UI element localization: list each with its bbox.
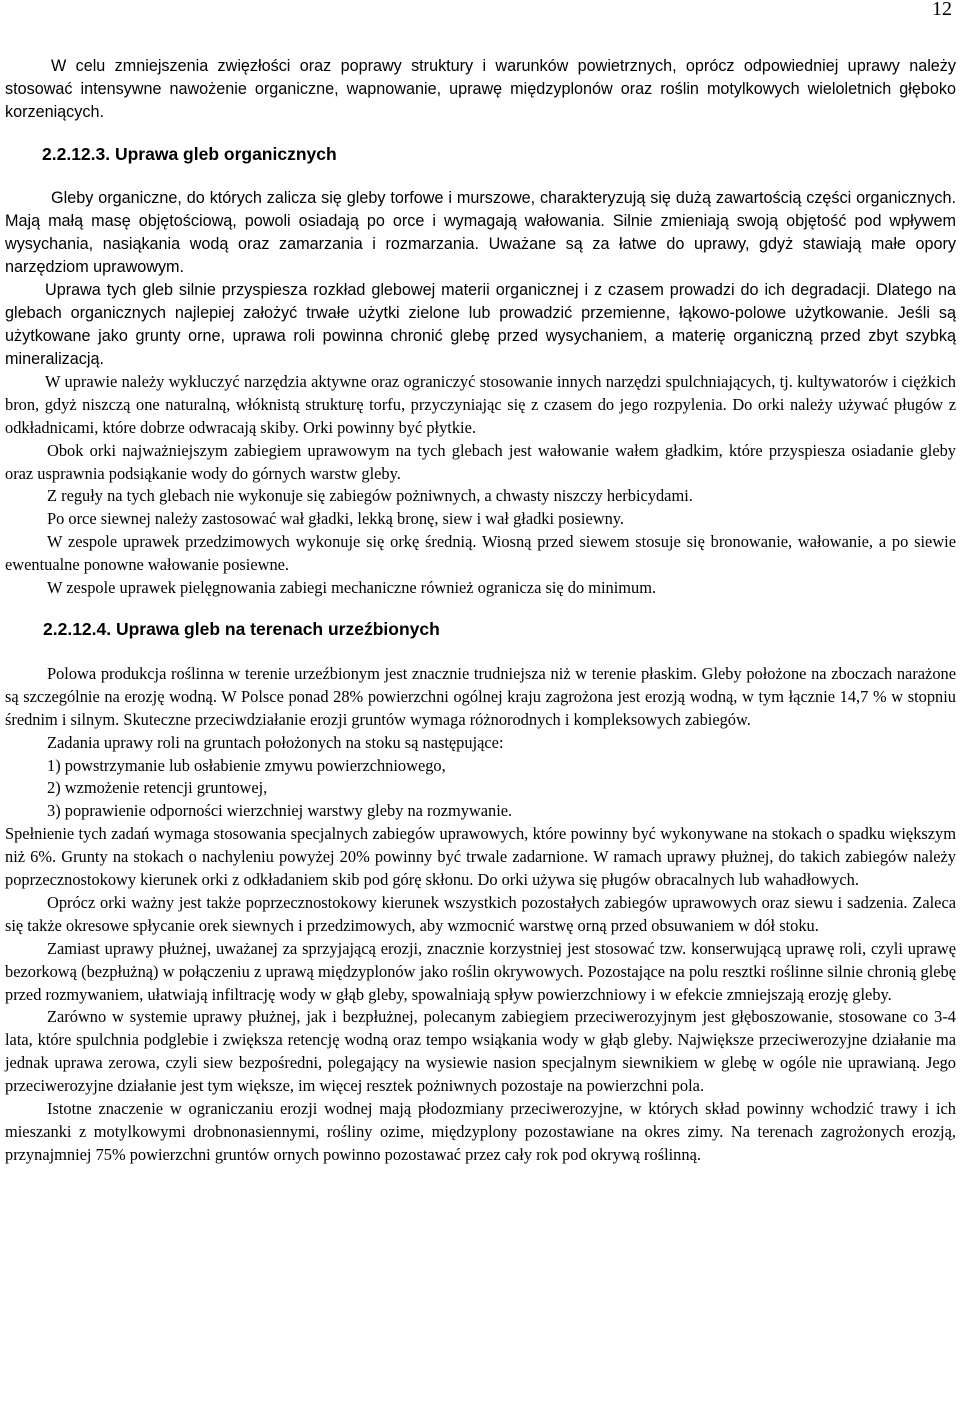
paragraph: Polowa produkcja roślinna w terenie urzeźbionym jest znacznie trudniejsza niż w terenie płaskim. Gleby położone na zboczach narażone są szczególnie na erozję wodną. W Polsce ponad 28% powierzchni ogólnej kraju zagrożona jest erozją wodną, w tym łącznie 14,7 % w stopniu średnim i silnym. Skuteczne przeciwdziałanie erozji gruntów wymaga różnorodnych i kompleksowych zabiegów. xyxy=(5,663,956,729)
paragraph: Istotne znaczenie w ograniczaniu erozji wodnej mają płodozmiany przeciwerozyjne, w których skład powinny wchodzić trawy i ich mieszanki z motylkowymi drobnonasiennymi, rośliny ozime, międzyplony pozostawiane na okres zimy. Na terenach zagrożonych erozją, przynajmniej 75% powierzchni gruntów ornych powinno pozostawać przez cały rok pod okrywą roślinną. xyxy=(5,1099,956,1164)
paragraph: Po orce siewnej należy zastosować wał gładki, lekką bronę, siew i wał gładki posiewny. xyxy=(47,509,624,529)
section-heading-organic-soils: 2.2.12.3. Uprawa gleb organicznych xyxy=(42,144,337,164)
paragraph: W zespole uprawek przedzimowych wykonuje się orkę średnią. Wiosną przed siewem stosuje się bronowanie, wałowanie, a po siewie ewentualne ponowne wałowanie posiewne. xyxy=(5,532,956,575)
paragraph: Oprócz orki ważny jest także poprzecznostokowy kierunek wszystkich pozostałych zabiegów uprawowych oraz siewu i sadzenia. Zaleca się także okresowe spłycanie orek siewnych i przedzimowych, aby wzmocnić warstwę orną przed obsuwaniem w dół stoku. xyxy=(5,892,956,935)
paragraph: Obok orki najważniejszym zabiegiem uprawowym na tych glebach jest wałowanie wałem gładkim, które przyspiesza osiadanie gleby oraz usprawnia podsiąkanie wody do górnych warstw gleby. xyxy=(5,440,956,483)
paragraph: Uprawa tych gleb silnie przyspiesza rozkład glebowej materii organicznej i z czasem prowadzi do ich degradacji. Dlatego na glebach organicznych najlepiej założyć trwałe użytki zielone lub prowadzić przemienne, łąkowo-polowe użytkowanie. Jeśli są użytkowane jako grunty orne, uprawa roli powinna chronić glebę przed wysychaniem, a materię organiczną przed zbyt szybką mineralizacją. xyxy=(5,280,956,368)
page-content xyxy=(5,55,956,1167)
page-number: 12 xyxy=(932,0,952,20)
list-item: 1) powstrzymanie lub osłabienie zmywu powierzchniowego, xyxy=(47,755,446,775)
list-item: 3) poprawienie odporności wierzchniej warstwy gleby na rozmywanie. xyxy=(47,801,513,821)
paragraph: Z reguły na tych glebach nie wykonuje się zabiegów pożniwnych, a chwasty niszczy herbicydami. xyxy=(47,486,693,506)
list-item: 2) wzmożenie retencji gruntowej, xyxy=(47,778,268,798)
paragraph: Gleby organiczne, do których zalicza się gleby torfowe i murszowe, charakteryzują się dużą zawartością części organicznych. Mają małą masę objętościową, powoli osiadają po orce i wymagają wałowania. Silnie zmieniają swoją objętość pod wpływem wysychania, nasiąkania wodą oraz zamarzania i rozmarzania. Uważane są za łatwe do uprawy, gdyż stawiają małe opory narzędziom uprawowym. xyxy=(5,188,956,276)
paragraph: Zamiast uprawy płużnej, uważanej za sprzyjającą erozji, znacznie korzystniej jest stosować tzw. konserwującą uprawę roli, czyli uprawę bezorkową (bezpłużną) w połączeniu z uprawą międzyplonów jako roślin okrywowych. Pozostające na polu resztki roślinne silnie chronią glebę przed rozmywaniem, ułatwiają infiltrację wody w głąb gleby, spowalniają spływ powierzchniowy i w efekcie zmniejszają erozję gleby. xyxy=(5,938,956,1004)
paragraph: Spełnienie tych zadań wymaga stosowania specjalnych zabiegów uprawowych, które powinny być wykonywane na stokach o spadku większym niż 6%. Grunty na stokach o nachyleniu powyżej 20% powinny być trwale zadarnione. W ramach uprawy płużnej, do takich zabiegów należy poprzecznostokowy kierunek orki z odkładaniem skib pod górę skłonu. Do orki używa się pługów obracalnych lub wahadłowych. xyxy=(5,824,956,890)
paragraph: W zespole uprawek pielęgnowania zabiegi mechaniczne również ogranicza się do minimum. xyxy=(47,578,657,598)
section-heading-sloped-terrain: 2.2.12.4. Uprawa gleb na terenach urzeźbionych xyxy=(43,618,440,639)
intro-paragraph: W celu zmniejszenia zwięzłości oraz poprawy struktury i warunków powietrznych, oprócz odpowiedniej uprawy należy stosować intensywne nawożenie organiczne, wapnowanie, uprawę międzyplonów oraz roślin motylkowych wieloletnich głęboko korzeniących. xyxy=(5,57,956,121)
paragraph: Zarówno w systemie uprawy płużnej, jak i bezpłużnej, polecanym zabiegiem przeciwerozyjnym jest głęboszowanie, stosowane co 3-4 lata, które spulchnia podglebie i zwiększa retencję wodną oraz tempo wsiąkania wody w głąb gleby. Największe przeciwerozyjne działanie ma jednak uprawa zerowa, czyli siew bezpośredni, polegający na wysiewie nasion specjalnym siewnikiem w glebę w ogóle nie uprawianą. Jego przeciwerozyjne działanie jest tym większe, im więcej resztek pożniwnych pozostaje na powierzchni pola. xyxy=(5,1007,956,1096)
paragraph: Zadania uprawy roli na gruntach położonych na stoku są następujące: xyxy=(47,732,504,752)
paragraph: W uprawie należy wykluczyć narzędzia aktywne oraz ograniczyć stosowanie innych narzędzi spulchniających, tj. kultywatorów i ciężkich bron, gdyż niszczą one naturalną, włóknistą strukturę torfu, przyczyniając się z czasem do jego rozpylenia. Do orki należy używać pługów z odkładnicami, które dobrze odwracają skiby. Orki powinny być płytkie. xyxy=(5,371,956,437)
